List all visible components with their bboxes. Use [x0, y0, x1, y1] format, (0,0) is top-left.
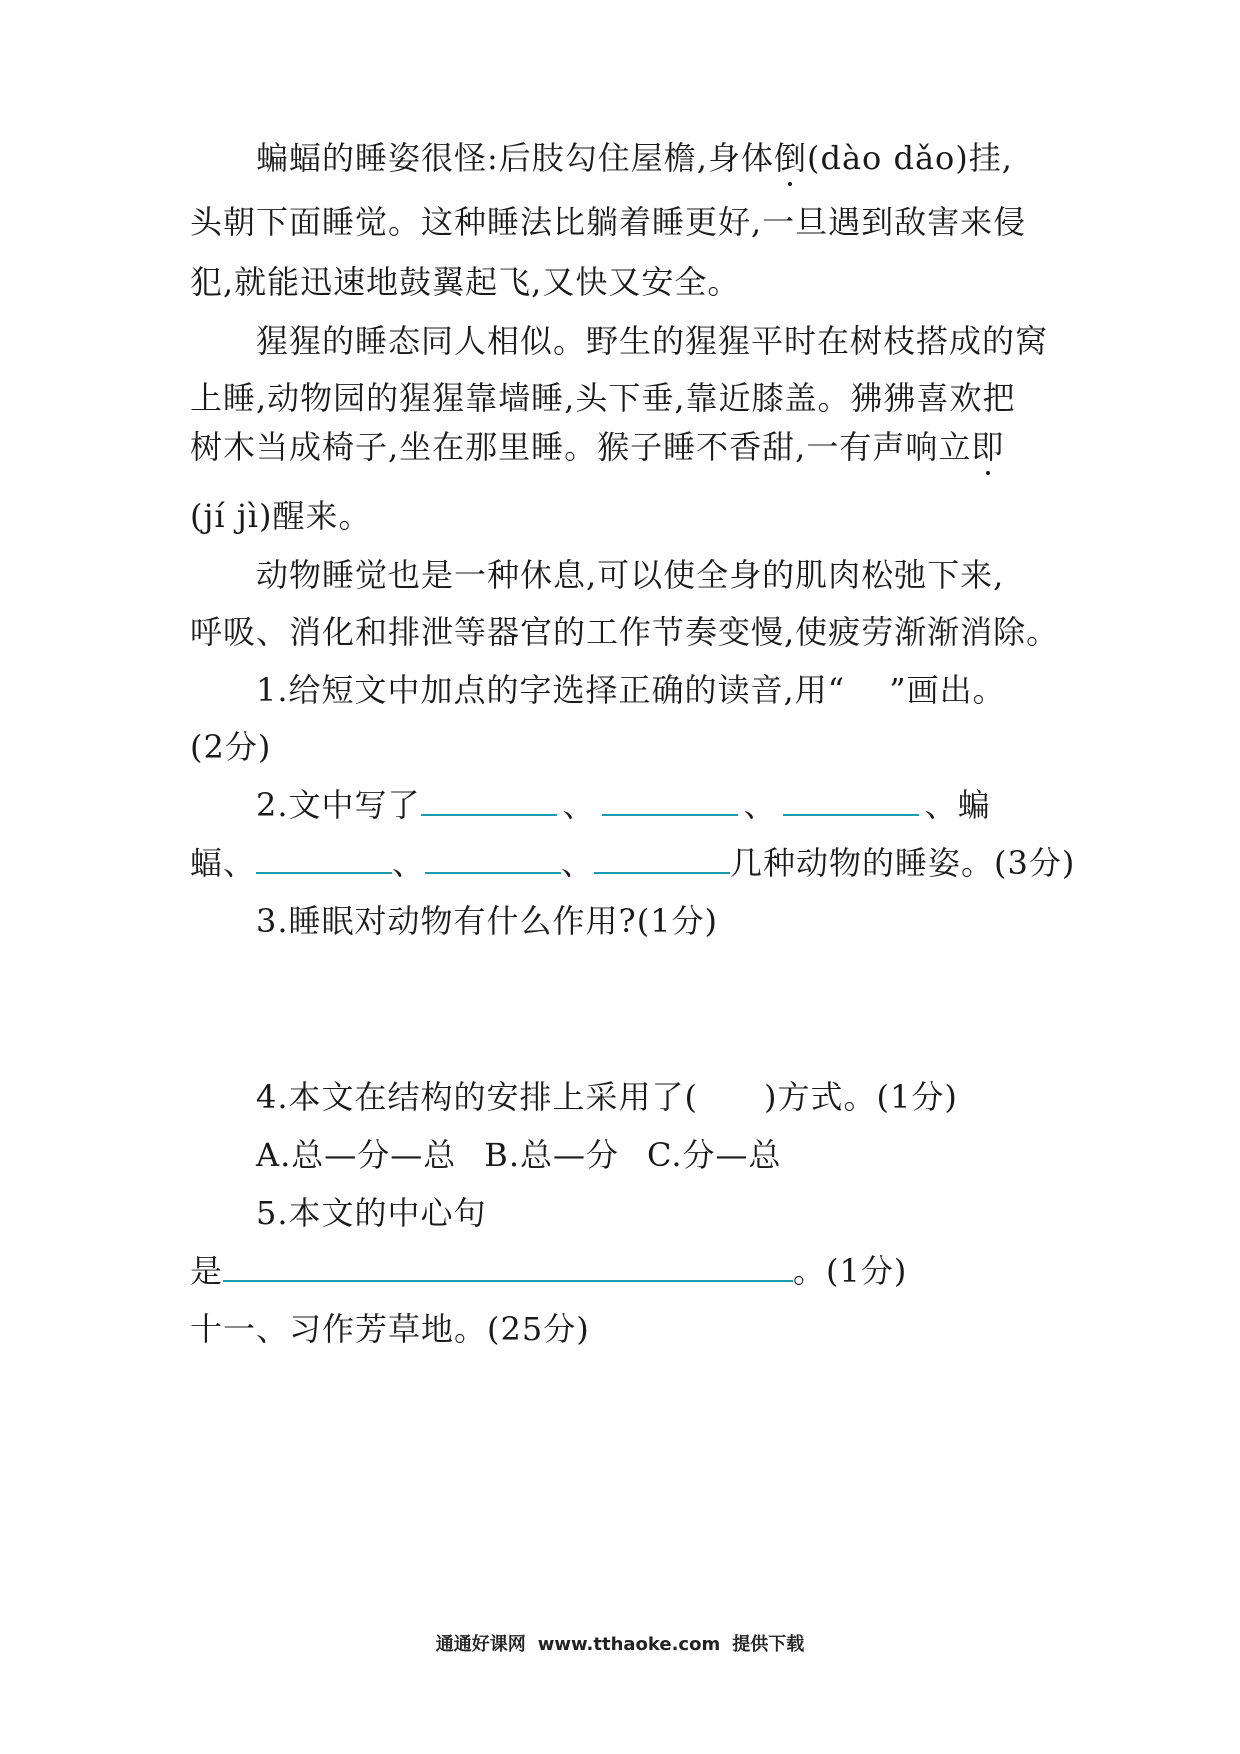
answer-blank[interactable] — [421, 786, 557, 816]
answer-blank[interactable] — [602, 786, 738, 816]
passage-line — [256, 138, 1013, 178]
footer — [0, 1630, 1240, 1656]
dotted-char: 倒 — [773, 139, 807, 177]
question-text: 蝠、 — [190, 844, 257, 882]
answer-blank[interactable] — [223, 1252, 793, 1282]
question-2 — [256, 785, 997, 825]
pinyin-options: (dào dǎo)挂, — [806, 139, 1013, 177]
separator: 、 — [561, 844, 595, 882]
dotted-char: 即 — [971, 428, 1005, 466]
question-text: 。(1分) — [793, 1252, 908, 1290]
separator: 、 — [562, 786, 596, 824]
question-4-options — [256, 1135, 810, 1175]
option-c[interactable]: C.分—总 — [647, 1136, 782, 1174]
passage-line — [190, 427, 1004, 467]
answer-blank[interactable] — [256, 844, 392, 874]
section-title: 十一、习作芳草地。(25分) — [190, 1310, 590, 1348]
passage-line: 猩猩的睡态同人相似。野生的猩猩平时在树枝搭成的窝 — [256, 322, 1049, 360]
passage-line: 呼吸、消化和排泄等器官的工作节奏变慢,使疲劳渐渐消除。 — [190, 613, 1060, 651]
answer-blank[interactable] — [783, 786, 919, 816]
passage-line: 头朝下面睡觉。这种睡法比躺着睡更好,一旦遇到敌害来侵 — [190, 203, 1027, 241]
passage-line: 上睡,动物园的猩猩靠墙睡,头下垂,靠近膝盖。狒狒喜欢把 — [190, 379, 1016, 417]
question-4: 4.本文在结构的安排上采用了( )方式。(1分) — [256, 1078, 958, 1116]
question-1: 1.给短文中加点的字选择正确的读音,用“ ”画出。 — [256, 671, 1006, 709]
passage-line: 犯,就能迅速地鼓翼起飞,又快又安全。 — [190, 263, 741, 301]
question-5: 5.本文的中心句 — [256, 1194, 487, 1232]
option-a[interactable]: A.总—分—总 — [256, 1136, 457, 1174]
passage-text: 树木当成椅子,坐在那里睡。猴子睡不香甜,一有声响立 — [190, 428, 972, 466]
passage-text: 蝙蝠的睡姿很怪:后肢勾住屋檐,身体 — [256, 139, 774, 177]
separator: 、 — [392, 844, 426, 882]
answer-blank[interactable] — [594, 844, 730, 874]
pinyin-options: (jí jì)醒来。 — [190, 497, 372, 535]
footer-site-name: 通通好课网 — [435, 1634, 526, 1655]
question-text: 2.文中写了 — [256, 786, 421, 824]
question-3: 3.睡眠对动物有什么作用?(1分) — [256, 902, 719, 940]
question-3-answer-area[interactable] — [190, 950, 1050, 1060]
separator: 、 — [743, 786, 777, 824]
footer-url[interactable]: www.tthaoke.com — [537, 1634, 721, 1655]
question-1-score: (2分) — [190, 728, 272, 766]
question-5-line-2 — [190, 1251, 907, 1291]
question-text: 、蝙 — [924, 786, 991, 824]
question-2-line-2 — [190, 843, 1075, 883]
question-text: 几种动物的睡姿。(3分) — [730, 844, 1076, 882]
footer-suffix: 提供下载 — [732, 1634, 805, 1655]
option-b[interactable]: B.总—分 — [484, 1136, 619, 1174]
passage-line: 动物睡觉也是一种休息,可以使全身的肌肉松弛下来, — [256, 556, 1005, 594]
answer-blank[interactable] — [425, 844, 561, 874]
question-text: 是 — [190, 1252, 224, 1290]
